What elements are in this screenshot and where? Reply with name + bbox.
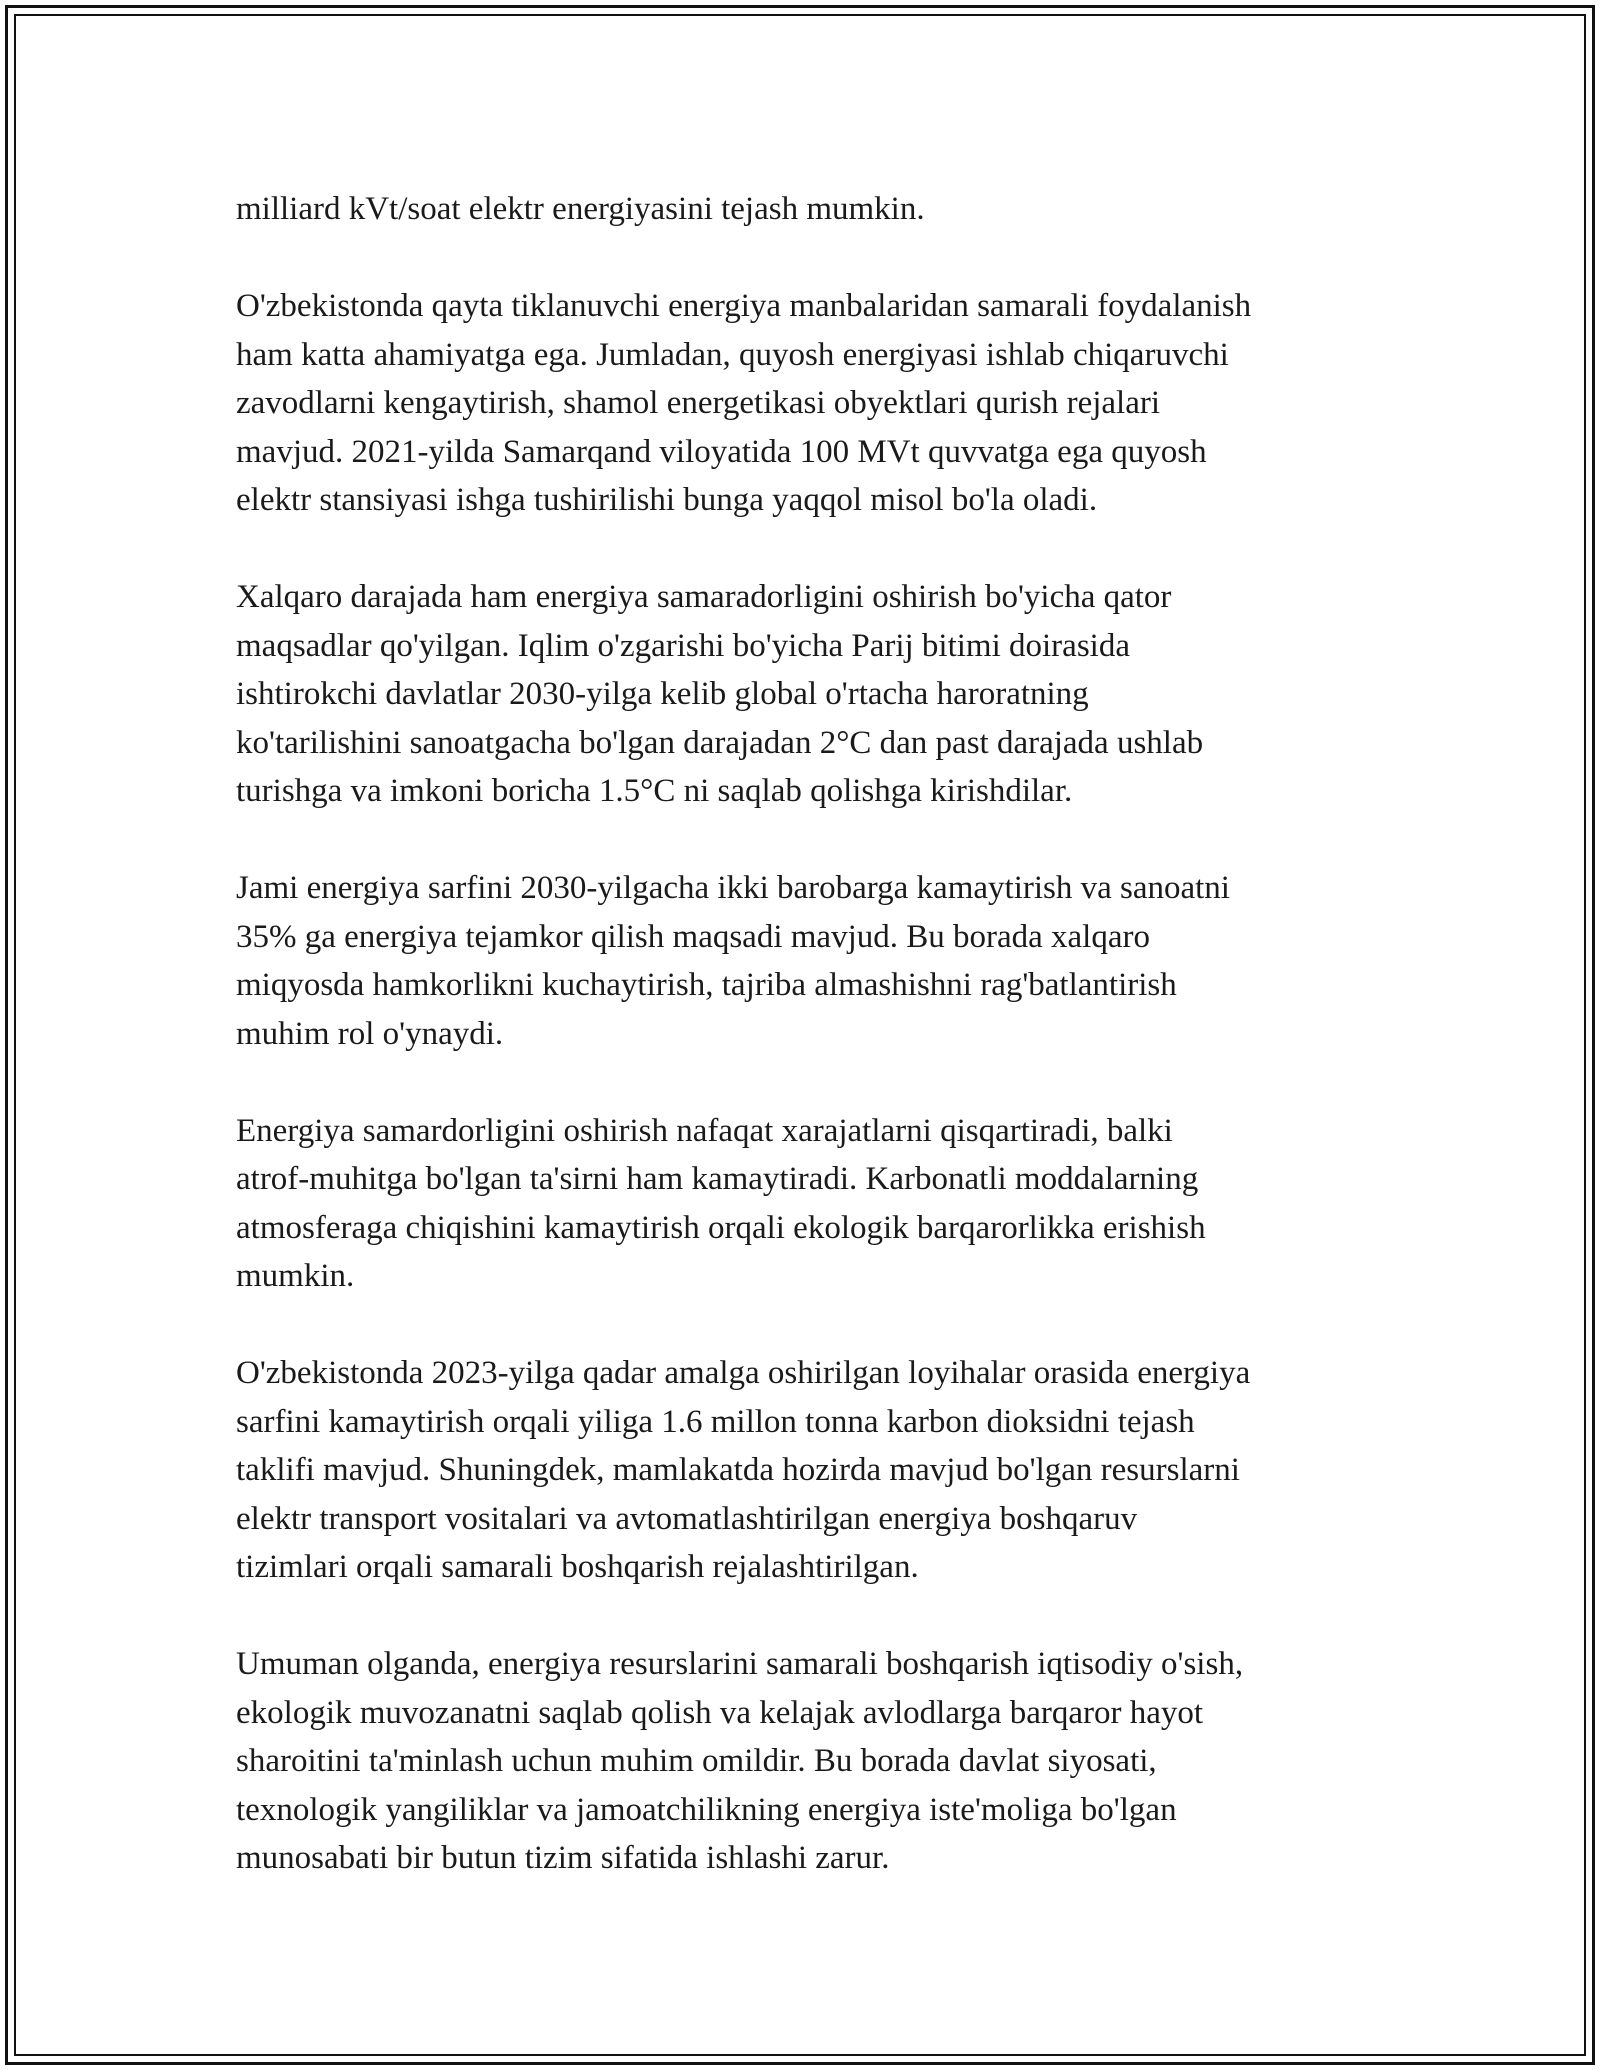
text-line: Energiya samardorligini oshirish nafaqat xarajatlarni qisqartiradi, balki	[236, 1112, 1173, 1149]
text-line: atmosferaga chiqishini kamaytirish orqali ekologik barqarorlikka erishish	[236, 1209, 1206, 1246]
text-line: zavodlarni kengaytirish, shamol energetikasi obyektlari qurish rejalari	[236, 385, 1161, 421]
text-line: mumkin.	[236, 1258, 355, 1294]
text-line: Jami energiya sarfini 2030-yilgacha ikki barobarga kamaytirish va sanoatni	[236, 870, 1230, 906]
paragraph	[236, 1107, 1396, 1301]
paragraph	[236, 864, 1396, 1058]
text-line: sarfini kamaytirish orqali yiliga 1.6 millon tonna karbon dioksidni tejash	[236, 1403, 1195, 1440]
text-line: tizimlari orqali samarali boshqarish rejalashtirilgan.	[236, 1549, 919, 1585]
text-line: texnologik yangiliklar va jamoatchilikning energiya iste'moliga bo'lgan	[236, 1791, 1177, 1828]
text-line: ham katta ahamiyatga ega. Jumladan, quyosh energiyasi ishlab chiqaruvchi	[236, 336, 1229, 373]
text-line: taklifi mavjud. Shuningdek, mamlakatda hozirda mavjud bo'lgan resurslarni	[236, 1452, 1240, 1488]
text-line: sharoitini ta'minlash uchun muhim omildir. Bu borada davlat siyosati,	[236, 1743, 1157, 1779]
text-line: O'zbekistonda 2023-yilga qadar amalga oshirilgan loyihalar orasida energiya	[236, 1355, 1251, 1391]
text-line: atrof-muhitga bo'lgan ta'sirni ham kamaytiradi. Karbonatli moddalarning	[236, 1161, 1199, 1197]
text-line: ko'tarilishini sanoatgacha bo'lgan darajadan 2°C dan past darajada ushlab	[236, 724, 1204, 761]
text-line: turishga va imkoni boricha 1.5°C ni saqlab qolishga kirishdilar.	[236, 773, 1073, 809]
text-line: ishtirokchi davlatlar 2030-yilga kelib global o'rtacha haroratning	[236, 676, 1089, 712]
text-line: elektr stansiyasi ishga tushirilishi bunga yaqqol misol bo'la oladi.	[236, 482, 1098, 518]
text-line: milliard kVt/soat elektr energiyasini tejash mumkin.	[236, 191, 925, 227]
text-line: Xalqaro darajada ham energiya samaradorligini oshirish bo'yicha qator	[236, 579, 1172, 615]
text-line: mavjud. 2021-yilda Samarqand viloyatida 100 MVt quvvatga ega quyosh	[236, 433, 1207, 470]
document-body	[236, 185, 1396, 1931]
text-line: muhim rol o'ynaydi.	[236, 1015, 504, 1052]
paragraph	[236, 1640, 1396, 1883]
paragraph	[236, 185, 1396, 234]
text-line: elektr transport vositalari va avtomatlashtirilgan energiya boshqaruv	[236, 1500, 1138, 1537]
paragraph	[236, 573, 1396, 816]
text-line: munosabati bir butun tizim sifatida ishlashi zarur.	[236, 1840, 890, 1876]
text-line: ekologik muvozanatni saqlab qolish va kelajak avlodlarga barqaror hayot	[236, 1694, 1204, 1731]
paragraph	[236, 282, 1396, 525]
text-line: miqyosda hamkorlikni kuchaytirish, tajriba almashishni rag'batlantirish	[236, 967, 1177, 1003]
text-line: O'zbekistonda qayta tiklanuvchi energiya manbalaridan samarali foydalanish	[236, 288, 1252, 324]
text-line: maqsadlar qo'yilgan. Iqlim o'zgarishi bo'yicha Parij bitimi doirasida	[236, 627, 1130, 664]
paragraph	[236, 1349, 1396, 1592]
text-line: 35% ga energiya tejamkor qilish maqsadi mavjud. Bu borada xalqaro	[236, 918, 1150, 955]
text-line: Umuman olganda, energiya resurslarini samarali boshqarish iqtisodiy o'sish,	[236, 1646, 1244, 1682]
